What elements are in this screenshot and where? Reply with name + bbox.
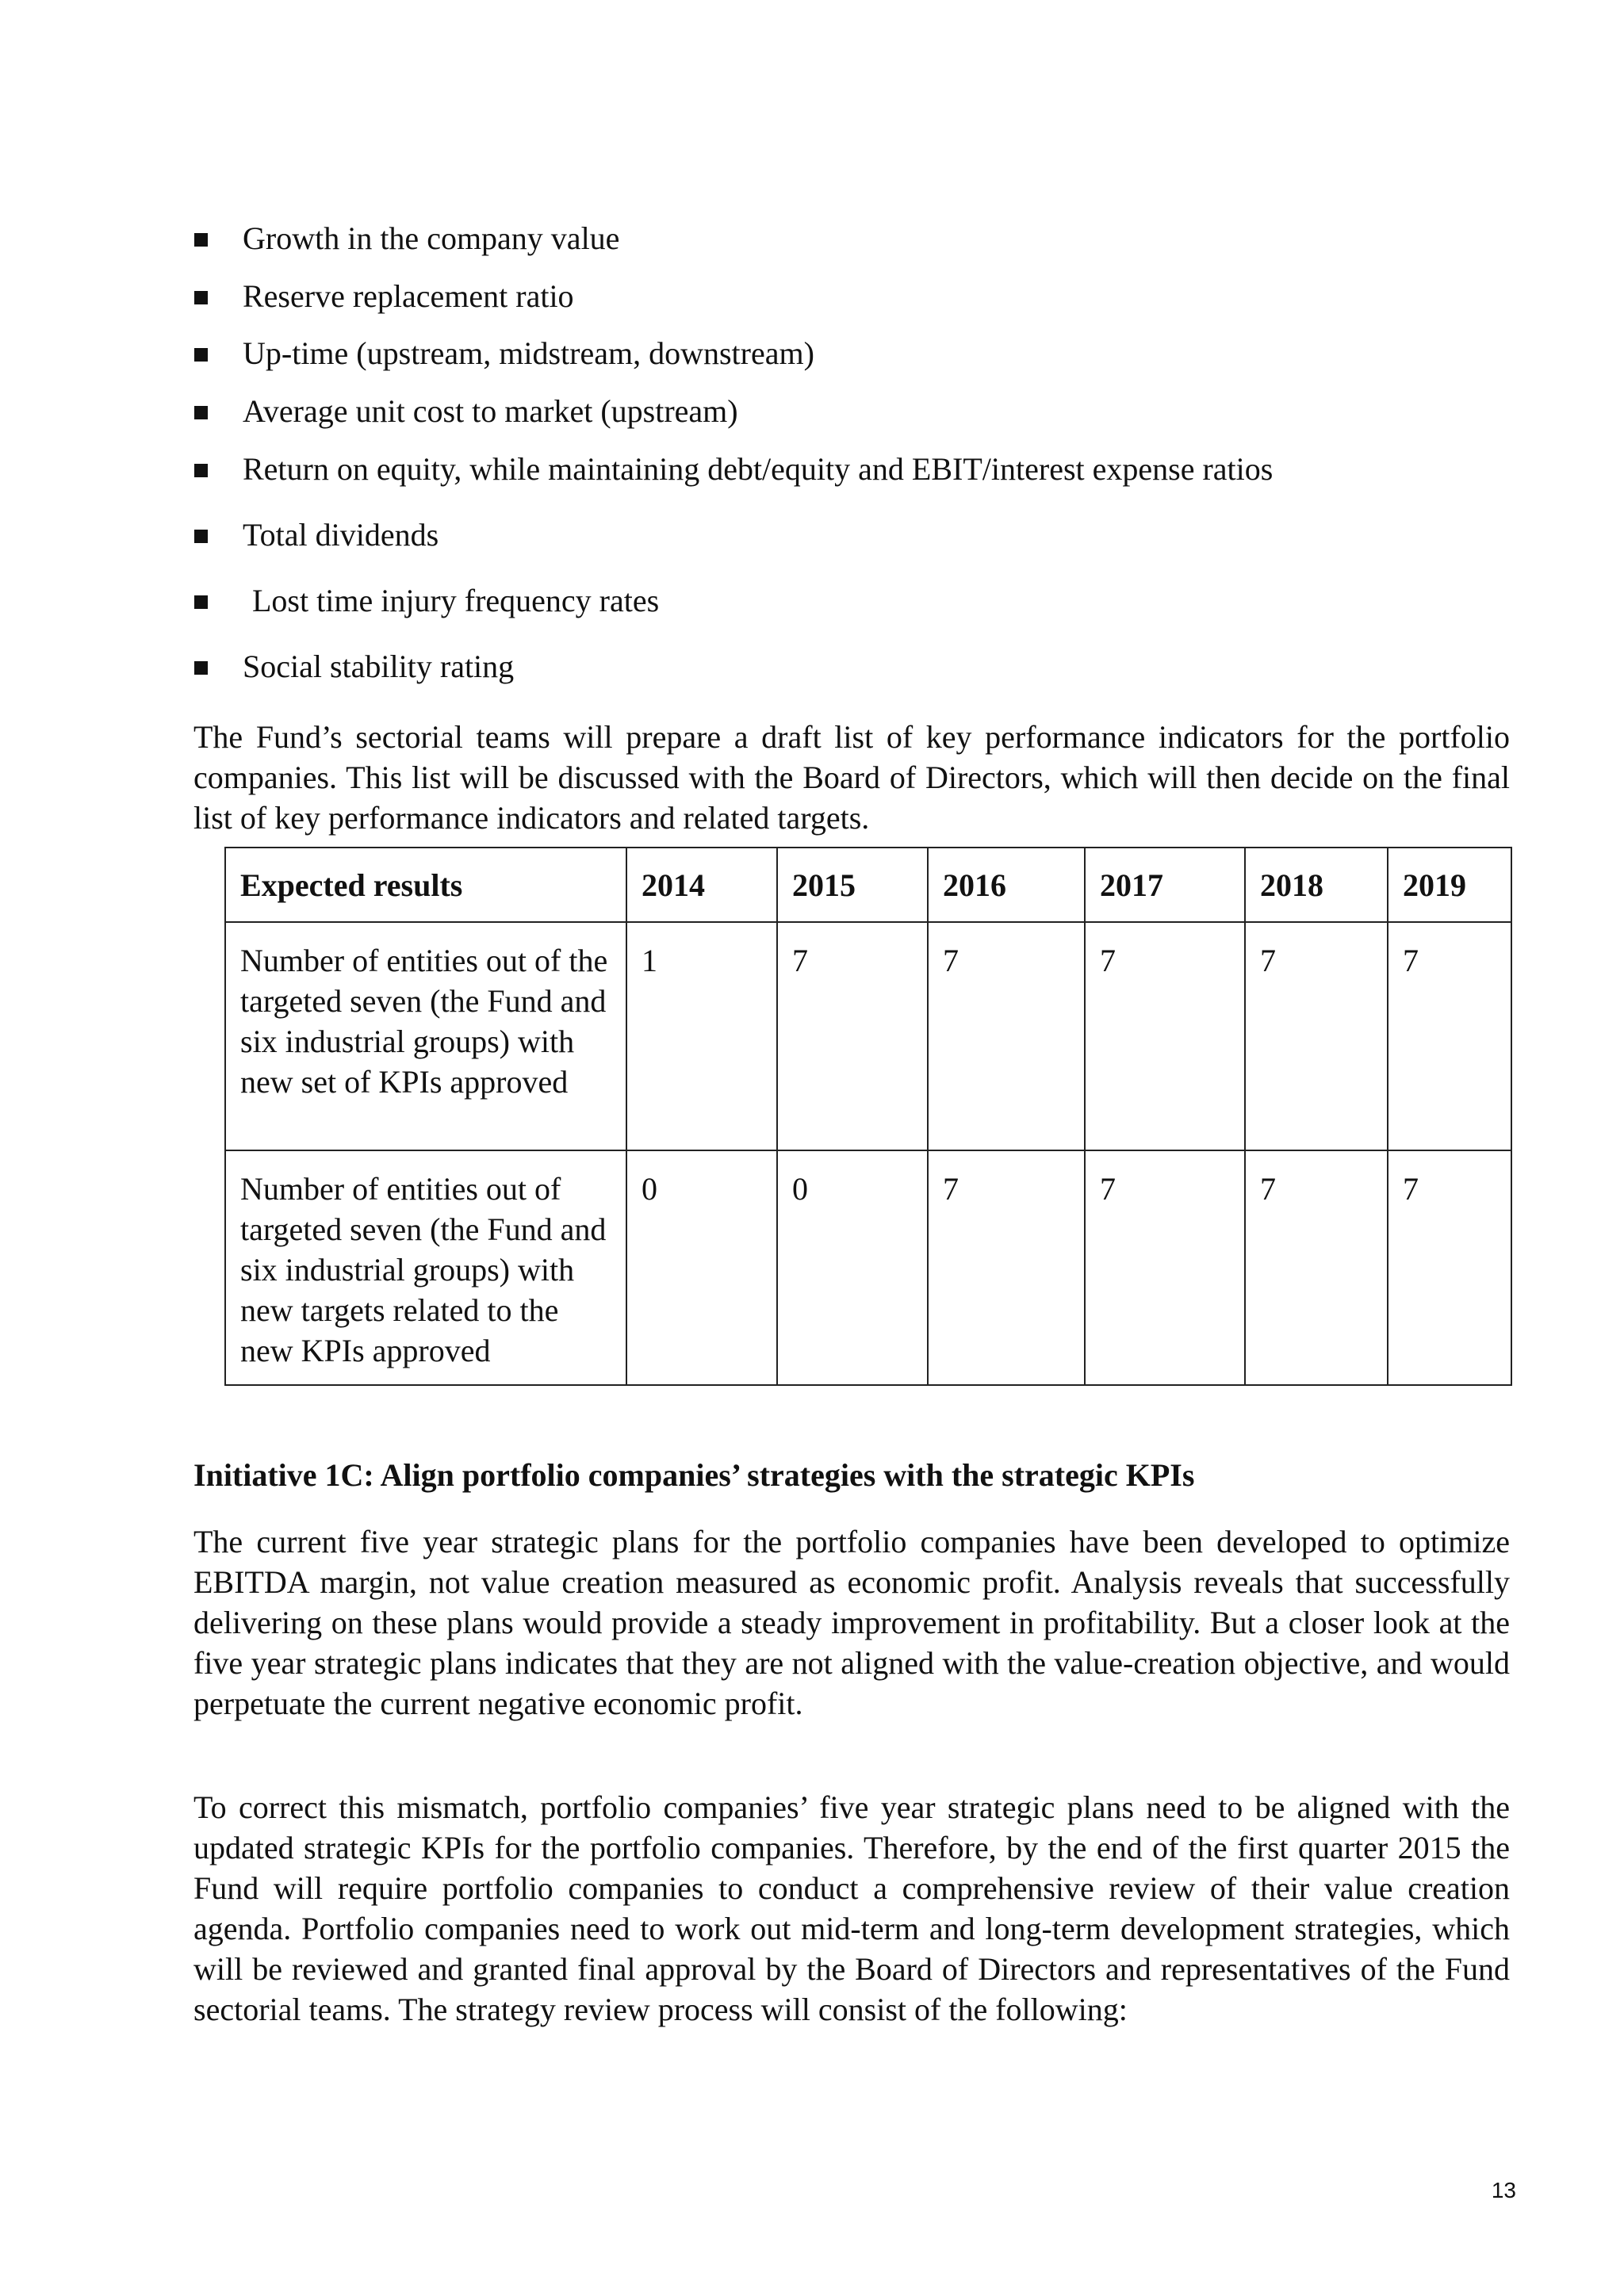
row-label: Number of entities out of targeted seven (the Fund and six industrial groups) with new targets related to the new KPIs approved	[225, 1150, 626, 1385]
column-header: 2015	[777, 848, 928, 922]
table-cell: 7	[1388, 922, 1511, 1150]
column-header: 2017	[1085, 848, 1245, 922]
table-cell: 7	[1245, 922, 1388, 1150]
column-header: Expected results	[225, 848, 626, 922]
initiative-heading: Initiative 1C: Align portfolio companies’ strategies with the strategic KPIs	[193, 1457, 1195, 1493]
paragraph-strategic-plans: The current five year strategic plans for the portfolio companies have been developed to optimize EBITDA margin, not value creation measured as economic profit. Analysis reveals that successfully delivering on these plans would provide a steady improvement in profitability. But a closer look at the five year strategic plans indicates that they are not aligned with the value-creation objective, and would perpetuate the current negative economic profit.	[193, 1524, 1510, 1721]
square-bullet-icon	[194, 595, 208, 609]
list-item-text: Reserve replacement ratio	[243, 278, 574, 314]
table-cell: 7	[928, 1150, 1085, 1385]
column-header: 2018	[1245, 848, 1388, 922]
list-item-text: Average unit cost to market (upstream)	[243, 393, 738, 429]
column-header: 2014	[626, 848, 777, 922]
intro-paragraph: The Fund’s sectorial teams will prepare a draft list of key performance indicators for the portfolio companies. This list will be discussed with the Board of Directors, which will then decide on the final list of key performance indicators and related targets.	[193, 719, 1510, 836]
table-row	[225, 1150, 1511, 1385]
square-bullet-icon	[194, 661, 208, 675]
table-cell: 0	[626, 1150, 777, 1385]
table-cell: 0	[777, 1150, 928, 1385]
list-item-text: Return on equity, while maintaining debt/equity and EBIT/interest expense ratios	[243, 451, 1274, 487]
list-item-text: Total dividends	[243, 517, 439, 553]
table-row	[225, 922, 1511, 1150]
table-cell: 7	[1388, 1150, 1511, 1385]
square-bullet-icon	[194, 530, 208, 543]
list-item-text: Growth in the company value	[243, 220, 620, 256]
column-header: 2019	[1388, 848, 1511, 922]
table-cell: 7	[1085, 1150, 1245, 1385]
square-bullet-icon	[194, 406, 208, 419]
square-bullet-icon	[194, 233, 208, 247]
column-header: 2016	[928, 848, 1085, 922]
square-bullet-icon	[194, 291, 208, 304]
paragraph-correct-mismatch: To correct this mismatch, portfolio companies’ five year strategic plans need to be aligned with the updated strategic KPIs for the portfolio companies. Therefore, by the end of the first quarter 2015 the Fund will require portfolio companies to conduct a comprehensive review of their value creation agenda. Portfolio companies need to work out mid-term and long-term development strategies, which will be reviewed and granted final approval by the Board of Directors and representatives of the Fund sectorial teams. The strategy review process will consist of the following:	[193, 1789, 1510, 2027]
table-cell: 7	[777, 922, 928, 1150]
table-cell: 1	[626, 922, 777, 1150]
list-item-text: Social stability rating	[243, 649, 515, 684]
list-item-text: Lost time injury frequency rates	[252, 583, 660, 618]
table-header-row	[225, 848, 1511, 922]
expected-results-table	[224, 847, 1512, 1386]
square-bullet-icon	[194, 464, 208, 477]
square-bullet-icon	[194, 348, 208, 362]
page-number: 13	[1491, 2178, 1516, 2202]
table-cell: 7	[928, 922, 1085, 1150]
table-cell: 7	[1245, 1150, 1388, 1385]
row-label: Number of entities out of the targeted seven (the Fund and six industrial groups) with new set of KPIs approved	[225, 922, 626, 1150]
list-item-text: Up-time (upstream, midstream, downstream)	[243, 335, 814, 371]
table-cell: 7	[1085, 922, 1245, 1150]
